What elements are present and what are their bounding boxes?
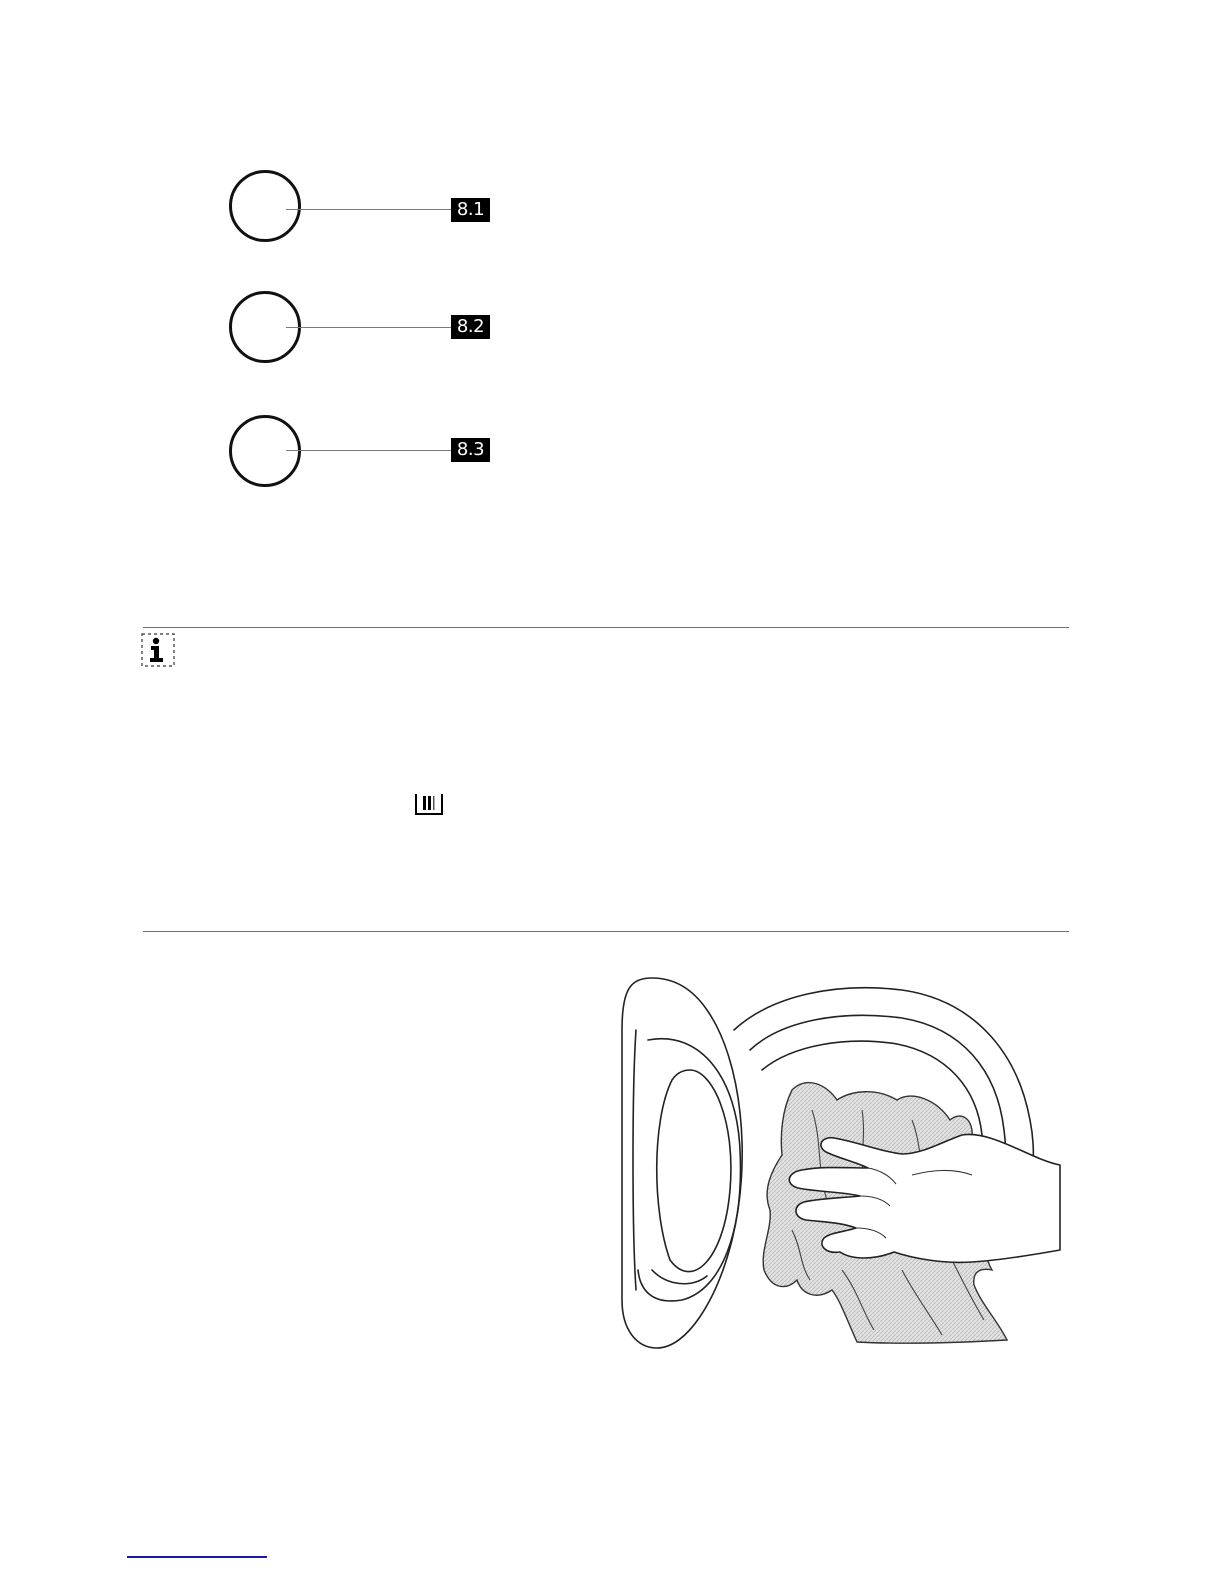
footer-link-underline[interactable] <box>127 1556 267 1558</box>
washing-machine-loading-illustration <box>612 970 1068 1355</box>
info-icon <box>141 633 175 667</box>
leader-line <box>286 209 451 210</box>
pause-symbol-icon <box>414 792 444 816</box>
indicator-lamp-circle <box>229 170 301 242</box>
leader-line <box>286 327 451 328</box>
callout-label: 8.2 <box>451 315 490 339</box>
indicator-lamp-circle <box>229 415 301 487</box>
leader-line <box>286 450 451 451</box>
indicator-row-3 <box>0 412 1224 502</box>
callout-label: 8.1 <box>451 198 490 222</box>
indicator-row-2 <box>0 288 1224 378</box>
info-box-top-rule <box>143 627 1069 628</box>
callout-label: 8.3 <box>451 438 490 462</box>
indicator-row-1 <box>0 168 1224 258</box>
info-box-bottom-rule <box>143 931 1069 932</box>
